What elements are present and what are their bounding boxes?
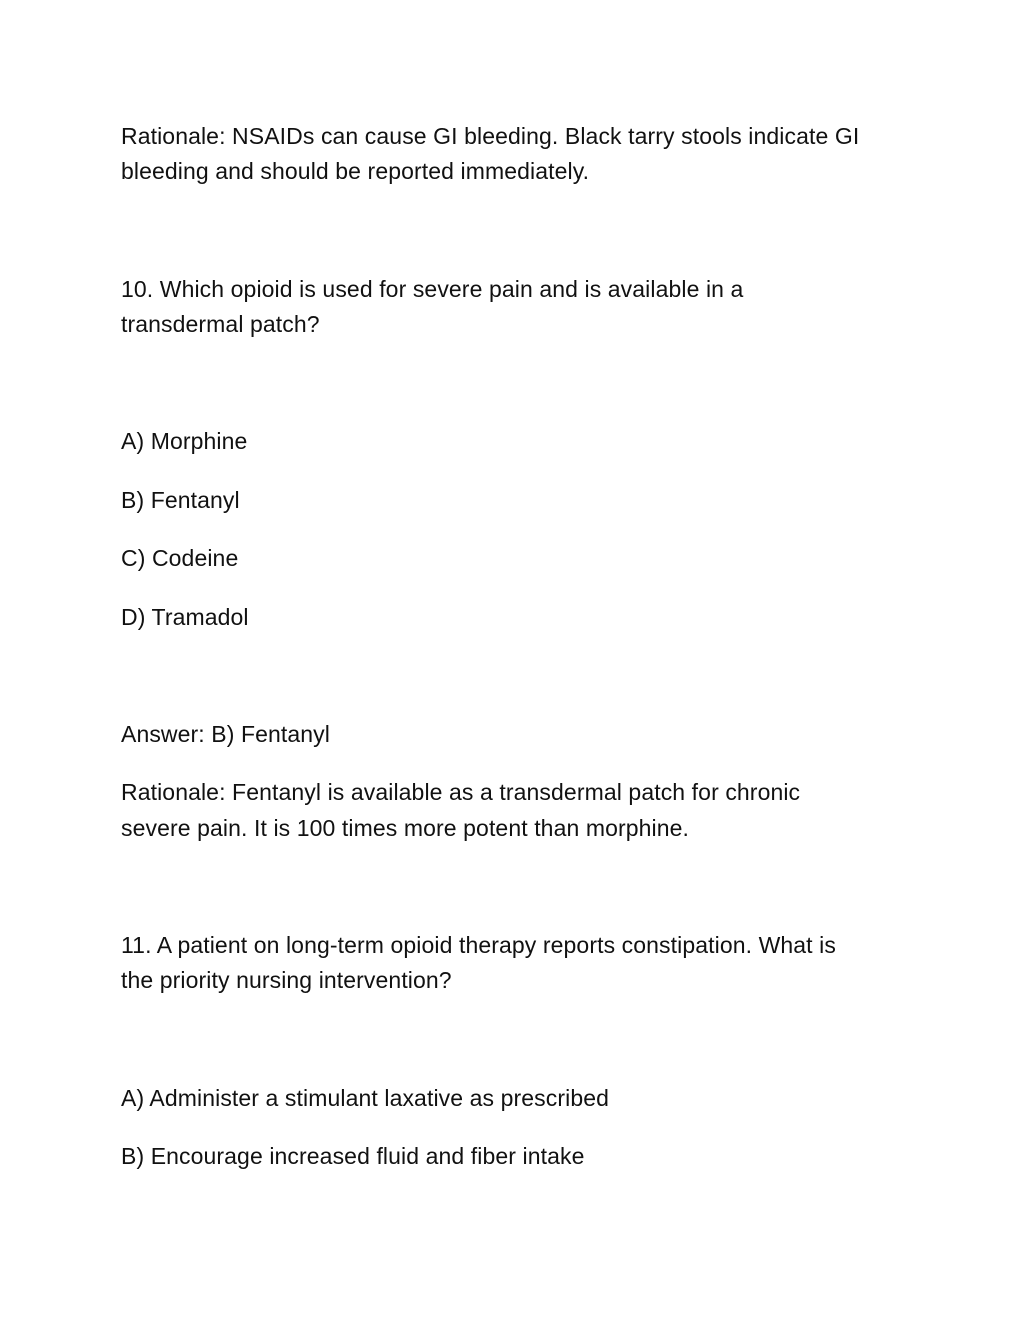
question-11-option-a: A) Administer a stimulant laxative as prescribed — [121, 1085, 610, 1111]
question-10-answer: Answer: B) Fentanyl — [121, 721, 330, 747]
question-10-option-d: D) Tramadol — [121, 604, 249, 630]
question-11-text-line1: 11. A patient on long-term opioid therapy reports constipation. What is — [121, 932, 836, 958]
question-10-option-c: C) Codeine — [121, 545, 239, 571]
question-10-text-line1: 10. Which opioid is used for severe pain and is available in a — [121, 276, 744, 302]
question-10-option-a: A) Morphine — [121, 428, 248, 454]
question-10-rationale-line1: Rationale: Fentanyl is available as a transdermal patch for chronic — [121, 779, 801, 805]
rationale-text-q9-line1: Rationale: NSAIDs can cause GI bleeding. Black tarry stools indicate GI — [121, 123, 860, 149]
question-10-text-line2: transdermal patch? — [121, 311, 320, 337]
question-10-rationale-line2: severe pain. It is 100 times more potent than morphine. — [121, 815, 690, 841]
rationale-text-q9-line2: bleeding and should be reported immediately. — [121, 158, 590, 184]
question-11-option-b: B) Encourage increased fluid and fiber intake — [121, 1143, 585, 1169]
question-11-text-line2: the priority nursing intervention? — [121, 967, 452, 993]
question-10-option-b: B) Fentanyl — [121, 487, 240, 513]
